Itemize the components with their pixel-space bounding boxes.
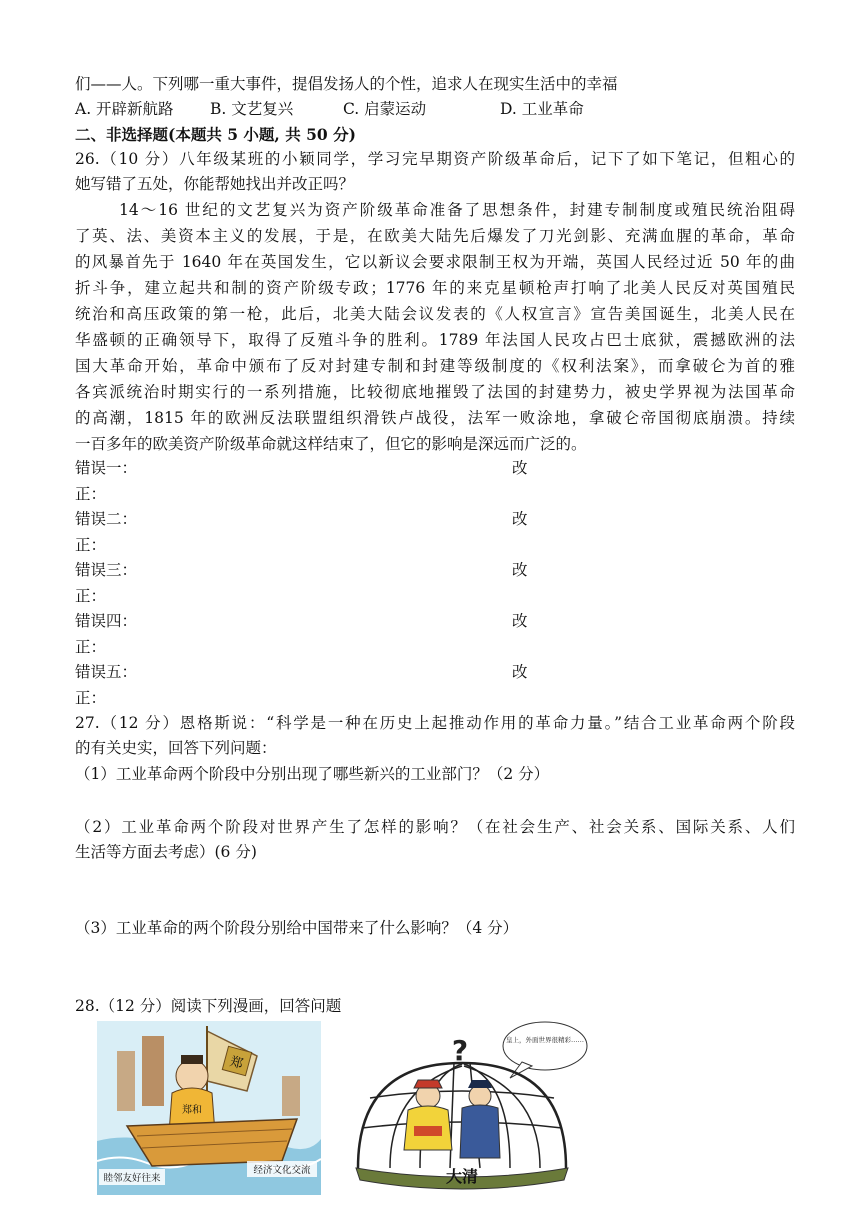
q26-para-line: 华盛顿的正确领导下，取得了反殖斗争的胜利。1789 年法国人民攻占巴士底狱，震撼欧洲的法 [75,331,795,349]
error-4-fix-a: 改 [512,612,528,630]
caption-friendly-exchange: 睦邻友好往来 [103,1173,161,1184]
caption-economic-exchange: 经济文化交流 [253,1165,311,1176]
q27-sub-1: （1）工业革命两个阶段中分别出现了哪些新兴的工业部门？（2 分） [75,765,550,783]
error-1-fix-b: 正： [75,485,107,503]
q25-option-c: C. 启蒙运动 [343,100,427,118]
q25-option-a: A. 开辟新航路 [75,100,174,118]
speech-bubble-text: 皇上，外面世界很精彩…… [506,1036,584,1044]
error-4-fix-b: 正： [75,638,107,656]
zhenghe-name: 郑和 [182,1105,202,1116]
q26-para-line: 折斗争，建立起共和制的资产阶级专政；1776 年的来克星顿枪声打响了北美人民反对英国殖民 [75,279,795,297]
q26-intro-2: 她写错了五处，你能帮她找出并改正吗？ [75,175,355,193]
q26-para-line: 14～16 世纪的文艺复兴为资产阶级革命准备了思想条件，封建专制制度或殖民统治阻碍 [119,201,795,219]
cage-label: 大清 [445,1167,479,1186]
q26-para-line: 各宾派统治时期实行的一系列措施，比较彻底地摧毁了法国的封建势力，被史学界视为法国革命 [75,383,795,401]
section-heading: 二、非选择题(本题共 5 小题, 共 50 分) [75,125,356,144]
q25-option-d: D. 工业革命 [500,100,584,118]
error-2-label: 错误二： [75,510,138,528]
error-1-label: 错误一： [75,459,138,477]
q25-option-b: B. 文艺复兴 [210,100,294,118]
q25-stem: 们——人。下列哪一重大事件，提倡发扬人的个性，追求人在现实生活中的幸福 [75,75,618,93]
q27-sub-3: （3）工业革命的两个阶段分别给中国带来了什么影响？（4 分） [75,919,519,937]
q27-intro-2: 的有关史实，回答下列问题： [75,739,277,757]
error-5-fix-b: 正： [75,689,107,707]
comic-qing-cage-image [350,1018,590,1198]
q26-intro-1: 26.（10 分）八年级某班的小颖同学，学习完早期资产阶级革命后，记下了如下笔记，但粗心的 [75,150,795,168]
q27-sub-2a: （2）工业革命两个阶段对世界产生了怎样的影响？（在社会生产、社会关系、国际关系、人们 [75,818,795,836]
error-5-fix-a: 改 [512,663,528,681]
q26-para-line: 统治和高压政策的第一枪，此后，北美大陆会议发表的《人权宣言》宣告美国诞生，北美人民在 [75,305,795,323]
comic-zhenghe-image [97,1021,321,1195]
error-3-fix-a: 改 [512,561,528,579]
error-3-fix-b: 正： [75,587,107,605]
q26-para-line: 一百多年的欧美资产阶级革命就这样结束了，但它的影响是深远而广泛的。 [75,435,587,453]
q27-sub-2b: 生活等方面去考虑）(6 分) [75,843,257,861]
q27-intro-1: 27.（12 分）恩格斯说：“科学是一种在历史上起推动作用的革命力量。”结合工业革命两个阶段 [75,714,795,732]
error-2-fix-b: 正： [75,536,107,554]
q26-para-line: 国大革命开始，革命中颁布了反对封建专制和封建等级制度的《权利法案》，而拿破仑为首的雅 [75,357,795,375]
error-2-fix-a: 改 [512,510,528,528]
q26-para-line: 了英、法、美资本主义的发展，于是，在欧美大陆先后爆发了刀光剑影、充满血腥的革命，革命 [75,227,795,245]
q28-intro: 28.（12 分）阅读下列漫画，回答问题 [75,997,342,1015]
sail-char: 郑 [228,1054,245,1073]
error-1-fix-a: 改 [512,459,528,477]
error-3-label: 错误三： [75,561,138,579]
question-mark-icon: ? [451,1034,469,1067]
error-5-label: 错误五： [75,663,138,681]
q26-para-line: 的风暴首先于 1640 年在英国发生，它以新议会要求限制王权为开端，英国人民经过近 50 年的曲 [75,253,795,271]
q26-para-line: 的高潮，1815 年的欧洲反法联盟组织滑铁卢战役，法军一败涂地，拿破仑帝国彻底崩溃。持续 [75,409,795,427]
error-4-label: 错误四： [75,612,138,630]
